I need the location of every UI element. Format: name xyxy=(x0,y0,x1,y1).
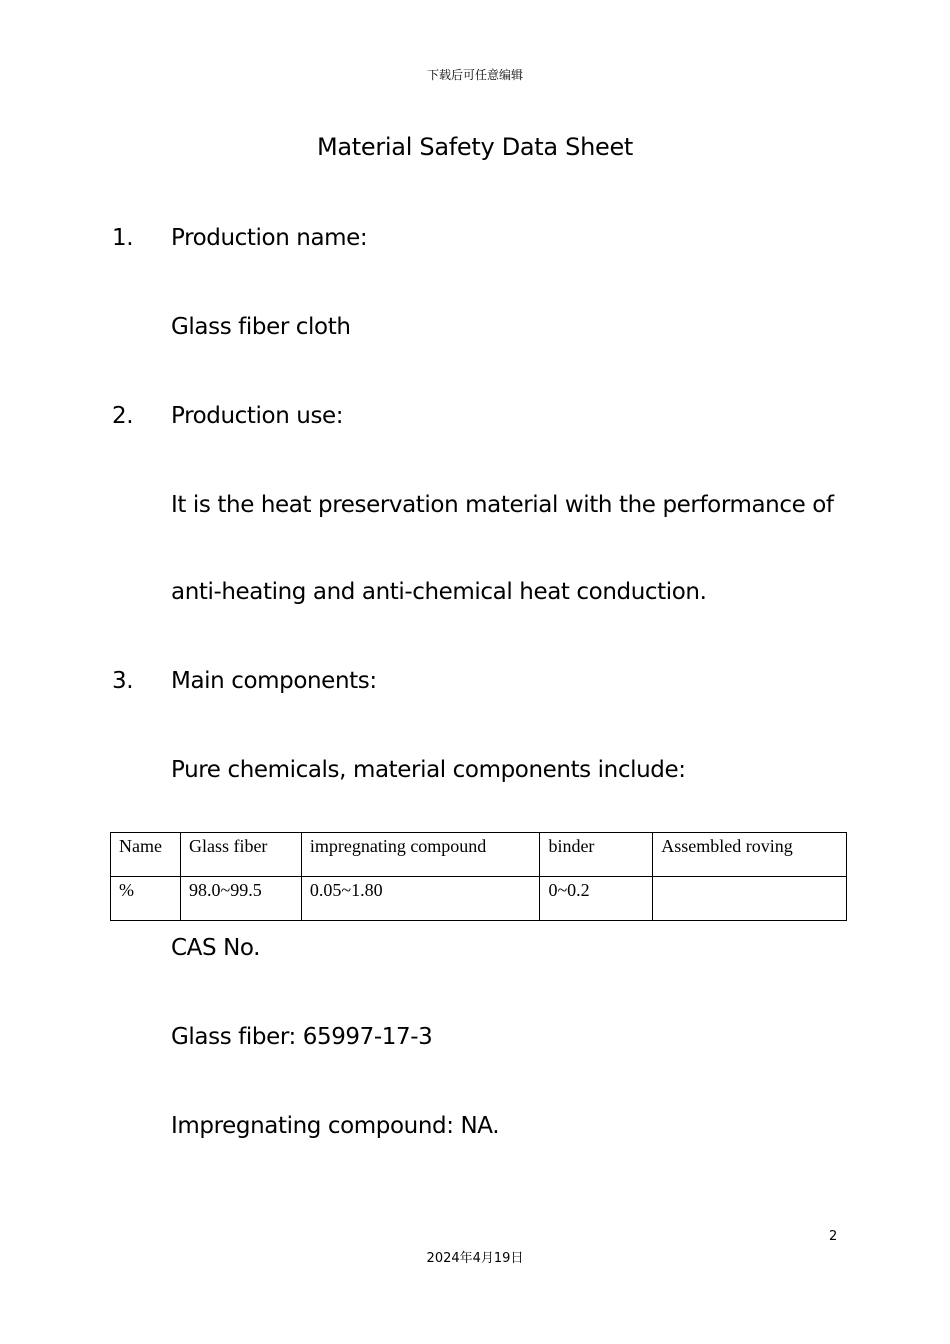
section-1-number: 1. xyxy=(112,225,134,251)
section-1-heading: Production name: xyxy=(171,225,368,251)
table-header-cell: impregnating compound xyxy=(301,833,540,877)
table-cell: 0.05~1.80 xyxy=(301,877,540,921)
section-2-text-line-2: anti-heating and anti-chemical heat conduction. xyxy=(171,579,707,605)
table-cell: 98.0~99.5 xyxy=(180,877,301,921)
table-header-cell: Assembled roving xyxy=(653,833,847,877)
table-cell xyxy=(653,877,847,921)
header-note: 下载后可任意编辑 xyxy=(426,68,523,82)
cas-impregnating-compound: Impregnating compound: NA. xyxy=(171,1113,500,1139)
table-header-cell: Glass fiber xyxy=(180,833,301,877)
section-2-number: 2. xyxy=(112,403,134,429)
table-cell: % xyxy=(111,877,181,921)
table-row xyxy=(111,877,847,921)
section-1-text: Glass fiber cloth xyxy=(171,314,351,340)
section-3-number: 3. xyxy=(112,668,134,694)
footer-date: 2024年4月19日 xyxy=(426,1251,524,1266)
table-header-row xyxy=(111,833,847,877)
table-cell: 0~0.2 xyxy=(540,877,653,921)
section-2-text-line-1: It is the heat preservation material with the performance of xyxy=(171,492,834,518)
document-title: Material Safety Data Sheet xyxy=(316,133,634,161)
cas-heading: CAS No. xyxy=(171,935,261,961)
page-number: 2 xyxy=(829,1229,838,1244)
components-table xyxy=(110,832,847,921)
table-header-cell: Name xyxy=(111,833,181,877)
section-2-heading: Production use: xyxy=(171,403,344,429)
cas-glass-fiber: Glass fiber: 65997-17-3 xyxy=(171,1024,433,1050)
section-3-text: Pure chemicals, material components include: xyxy=(171,757,686,783)
table-header-cell: binder xyxy=(540,833,653,877)
section-3-heading: Main components: xyxy=(171,668,377,694)
